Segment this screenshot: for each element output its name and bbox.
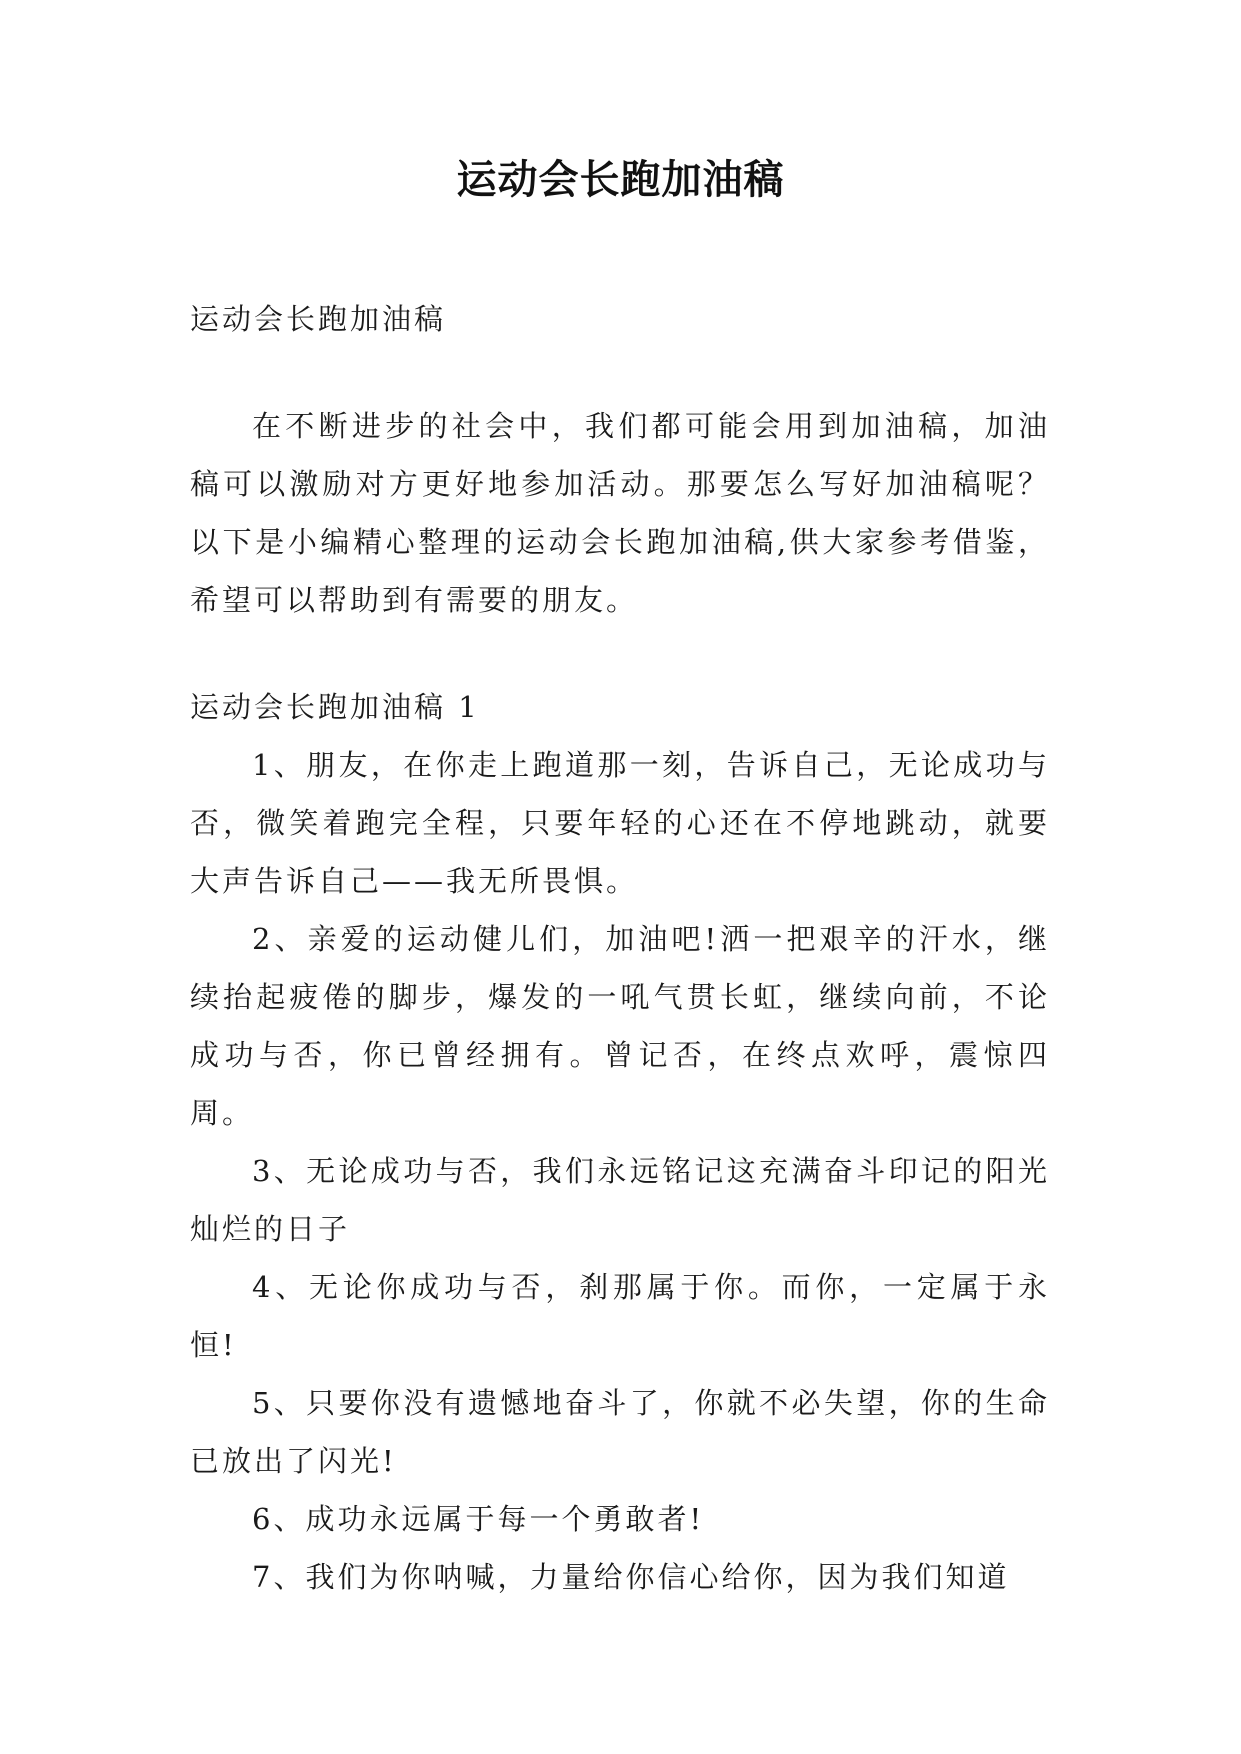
list-item: 3、无论成功与否，我们永远铭记这充满奋斗印记的阳光灿烂的日子 (190, 1154, 1050, 1246)
list-item: 6、成功永远属于每一个勇敢者! (252, 1502, 705, 1536)
section-heading: 运动会长跑加油稿 1 (190, 690, 480, 724)
list-item: 5、只要你没有遗憾地奋斗了，你就不必失望，你的生命已放出了闪光! (190, 1386, 1050, 1478)
document-title: 运动会长跑加油稿 (456, 157, 785, 203)
document-body (190, 290, 1050, 1606)
list-item: 2、亲爱的运动健儿们，加油吧!洒一把艰辛的汗水，继续抬起疲倦的脚步，爆发的一吼气贯长虹，继续向前，不论成功与否，你已曾经拥有。曾记否，在终点欢呼，震惊四周。 (190, 922, 1050, 1130)
document-subtitle: 运动会长跑加油稿 (190, 302, 447, 336)
list-item: 7、我们为你呐喊，力量给你信心给你，因为我们知道 (252, 1560, 1010, 1594)
list-item: 1、朋友，在你走上跑道那一刻，告诉自己，无论成功与否，微笑着跑完全程，只要年轻的心还在不停地跳动，就要大声告诉自己——我无所畏惧。 (190, 748, 1050, 898)
intro-paragraph: 在不断进步的社会中，我们都可能会用到加油稿，加油稿可以激励对方更好地参加活动。那要怎么写好加油稿呢？以下是小编精心整理的运动会长跑加油稿,供大家参考借鉴，希望可以帮助到有需要的朋友。 (190, 409, 1050, 617)
list-item: 4、无论你成功与否，刹那属于你。而你，一定属于永恒! (190, 1270, 1050, 1362)
